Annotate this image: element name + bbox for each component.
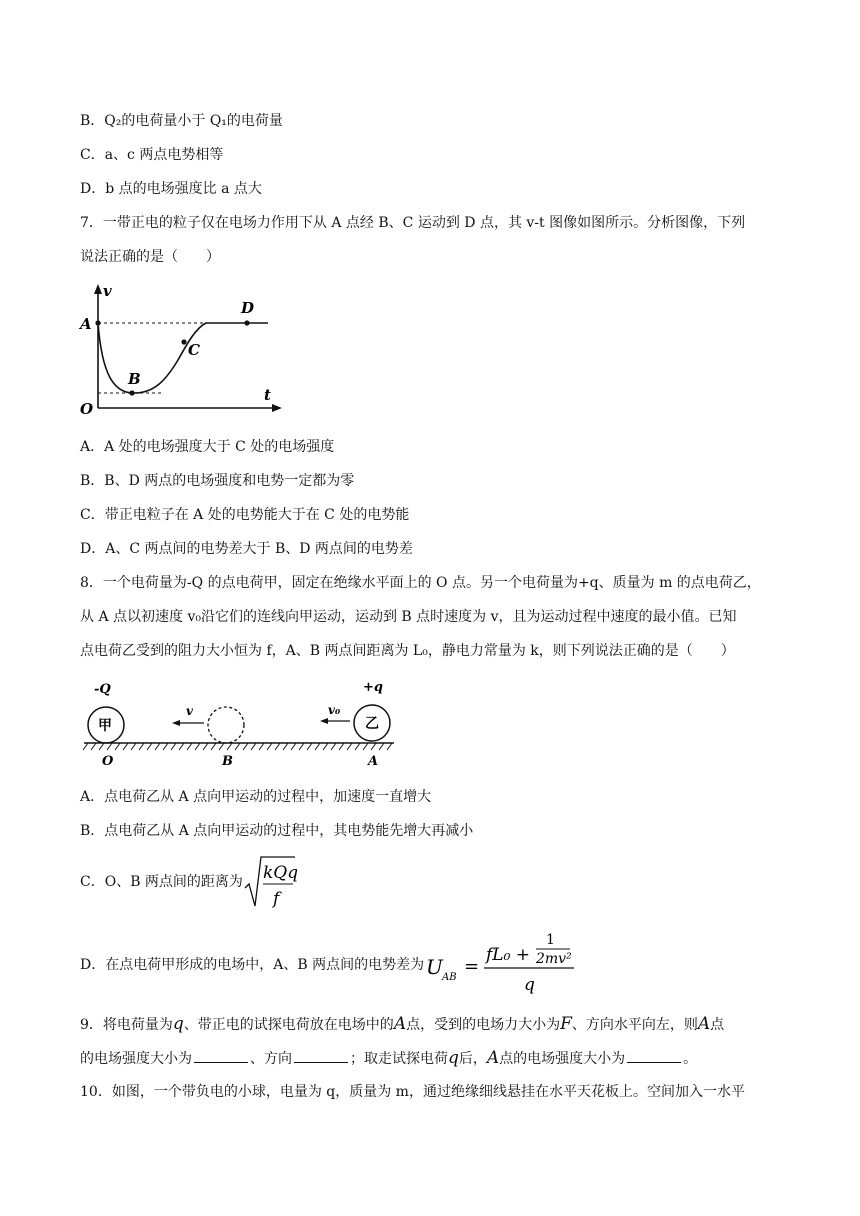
q8-label-yi: 乙 — [365, 716, 379, 732]
q8-label-jia: 甲 — [98, 718, 112, 734]
q7-label-c: C — [188, 341, 200, 359]
q8-stem-line2: 从 A 点以初速度 v₀沿它们的连线向甲运动，运动到 B 点时速度为 v，且为运动过程中速度的最小值。已知 — [80, 609, 737, 625]
q8-label-pos-q: +q — [363, 680, 383, 695]
q7-label-d: D — [241, 299, 255, 317]
q8-optd-sub: AB — [442, 972, 457, 983]
q7-label-v: v — [103, 282, 112, 300]
q8-label-o: O — [102, 754, 114, 768]
q8-label-a: A — [368, 754, 379, 768]
q7-stem-line2: 说法正确的是（ ） — [80, 249, 220, 265]
q9-var-a: A — [486, 1048, 500, 1068]
q9-line2 — [80, 1048, 697, 1069]
q6-option-c: C．a、c 两点电势相等 — [80, 147, 224, 163]
q9-text: 、方向 — [250, 1051, 292, 1067]
q9-text: 9．将电荷量为 — [80, 1017, 173, 1033]
q8-label-neg-q: -Q — [94, 682, 111, 697]
q7-label-o: O — [80, 400, 94, 418]
q9-text: 点 — [710, 1017, 725, 1033]
q8-optd-den: q — [524, 975, 535, 995]
q7-option-a: A．A 处的电场强度大于 C 处的电场强度 — [80, 439, 335, 455]
q8-optc-num: kQq — [262, 863, 297, 883]
q8-stem-line3: 点电荷乙受到的阻力大小恒为 f，A、B 两点间距离为 L₀，静电力常量为 k，则下列说法正确的是（ ） — [80, 643, 735, 659]
q8-label-b: B — [222, 754, 233, 768]
q9-var-a: A — [393, 1014, 407, 1034]
q8-optd-eq: = — [464, 956, 480, 977]
q9-blank-after-removal[interactable] — [627, 1048, 681, 1063]
q9-var-a: A — [697, 1014, 711, 1034]
q7-label-b: B — [128, 370, 141, 388]
q9-text: 点，受到的电场力大小为 — [406, 1017, 561, 1033]
q9-text: 、方向水平向左，则 — [571, 1017, 698, 1033]
q9-var-f: F — [560, 1014, 572, 1034]
q8-option-c-formula — [243, 852, 297, 912]
q8-optd-lhs: U — [426, 955, 443, 979]
q9-blank-magnitude[interactable] — [194, 1048, 248, 1063]
q8-option-b: B．点电荷乙从 A 点向甲运动的过程中，其电势能先增大再减小 — [80, 823, 474, 839]
q9-text: 。 — [683, 1051, 698, 1067]
q6-option-b: B．Q₂的电荷量小于 Q₁的电荷量 — [80, 113, 283, 129]
q7-option-c: C．带正电粒子在 A 处的电势能大于在 C 处的电势能 — [80, 507, 410, 523]
q7-label-t: t — [264, 386, 271, 404]
q8-option-d — [80, 930, 584, 1000]
q9-blank-direction[interactable] — [294, 1048, 348, 1063]
q8-option-c — [80, 852, 297, 912]
q9-var-q: q — [448, 1048, 459, 1068]
q8-label-v: v — [186, 704, 193, 718]
q7-label-a: A — [80, 315, 92, 333]
q8-option-d-text: D．在点电荷甲形成的电场中，A、B 两点间的电势差为 — [80, 957, 425, 973]
q8-stem-line1: 8．一个电荷量为-Q 的点电荷甲，固定在绝缘水平面上的 O 点。另一个电荷量为+q、质量为 m 的点电荷乙， — [80, 575, 761, 591]
q6-option-d: D．b 点的电场强度比 a 点大 — [80, 181, 262, 197]
q8-optd-inner-num: 1 — [546, 932, 555, 948]
q8-option-a: A．点电荷乙从 A 点向甲运动的过程中，加速度一直增大 — [80, 789, 432, 805]
q8-option-d-formula — [424, 930, 584, 1000]
q9-text: 后， — [458, 1051, 487, 1067]
q8-optc-den: f — [272, 889, 280, 909]
q8-diagram — [80, 676, 400, 768]
q8-label-v0: v₀ — [328, 703, 341, 717]
q9-line1 — [80, 1014, 724, 1035]
q7-stem-line1: 7．一带正电的粒子仅在电场力作用下从 A 点经 B、C 运动到 D 点，其 v-t 图像如图所示。分析图像，下列 — [80, 215, 746, 231]
q9-text: 、带正电的试探电荷放在电场中的 — [183, 1017, 394, 1033]
q9-text: 点的电场强度大小为 — [499, 1051, 626, 1067]
q8-optd-num-a: fL₀ + — [486, 945, 531, 965]
q10-stem-line1: 10．如图，一个带负电的小球，电量为 q，质量为 m，通过绝缘细线悬挂在水平天花板上。空间加入一水平 — [80, 1084, 745, 1100]
q7-vt-graph — [76, 280, 286, 420]
q9-text: ；取走试探电荷 — [350, 1051, 448, 1067]
q8-option-c-text: C．O、B 两点间的距离为 — [80, 874, 243, 890]
q7-option-d: D．A、C 两点间的电势差大于 B、D 两点间的电势差 — [80, 541, 413, 557]
q9-var-q: q — [172, 1014, 184, 1034]
q9-text: 的电场强度大小为 — [80, 1051, 192, 1067]
q8-optd-inner-den: 2mv² — [536, 951, 572, 967]
q7-option-b: B．B、D 两点的电场强度和电势一定都为零 — [80, 473, 355, 489]
